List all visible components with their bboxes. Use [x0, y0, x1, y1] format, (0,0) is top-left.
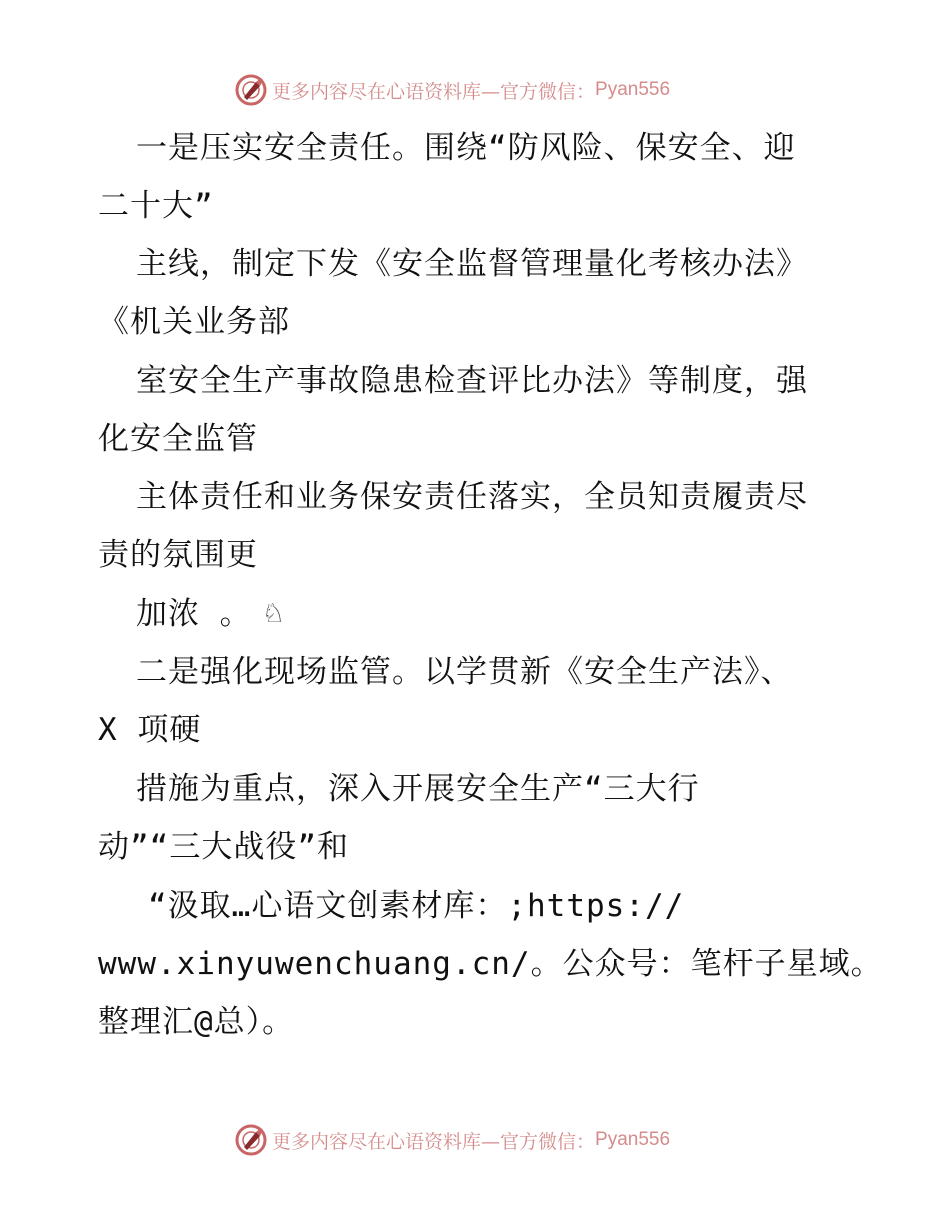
body-line-10: 二是强化现场监管。以学贯新《安全生产法》、	[136, 654, 793, 690]
banner-wechat-id: Pyan556	[595, 1129, 671, 1150]
body-line-11: X 项硬	[98, 712, 202, 748]
body-line-9-text: 加浓 。	[136, 596, 252, 632]
body-line-4: 《机关业务部	[98, 304, 290, 340]
banner-text: 更多内容尽在心语资料库—官方微信：	[272, 1130, 596, 1153]
chess-knight-icon: ♘	[261, 599, 286, 629]
body-line-3: 主线，制定下发《安全监督管理量化考核办法》	[136, 246, 808, 282]
body-line-16: 整理汇@总）。	[98, 1004, 295, 1040]
banner-text: 更多内容尽在心语资料库—官方微信：	[272, 80, 596, 103]
body-line-13: 动”“三大战役”和	[98, 829, 349, 865]
body-line-2: 二十大”	[98, 188, 214, 224]
body-line-14: “汲取…心语文创素材库：;https://	[148, 888, 685, 924]
body-line-6: 化安全监管	[98, 421, 258, 457]
body-line-12: 措施为重点，深入开展安全生产“三大行	[136, 771, 700, 807]
banner-wechat-id: Pyan556	[595, 79, 671, 100]
body-line-7: 主体责任和业务保安责任落实，全员知责履责尽	[136, 479, 808, 515]
body-line-5: 室安全生产事故隐患检查评比办法》等制度，强	[136, 363, 808, 399]
body-line-1: 一是压实安全责任。围绕“防风险、保安全、迎	[136, 130, 796, 166]
body-line-15: www.xinyuwenchuang.cn/。公众号：笔杆子星域。	[98, 946, 883, 982]
pen-nib-logo-icon	[234, 73, 268, 107]
footer-watermark-banner	[234, 1122, 670, 1158]
body-line-9	[136, 594, 286, 634]
header-watermark-banner	[234, 72, 670, 108]
body-line-8: 责的氛围更	[98, 537, 258, 573]
pen-nib-logo-icon	[234, 1123, 268, 1157]
